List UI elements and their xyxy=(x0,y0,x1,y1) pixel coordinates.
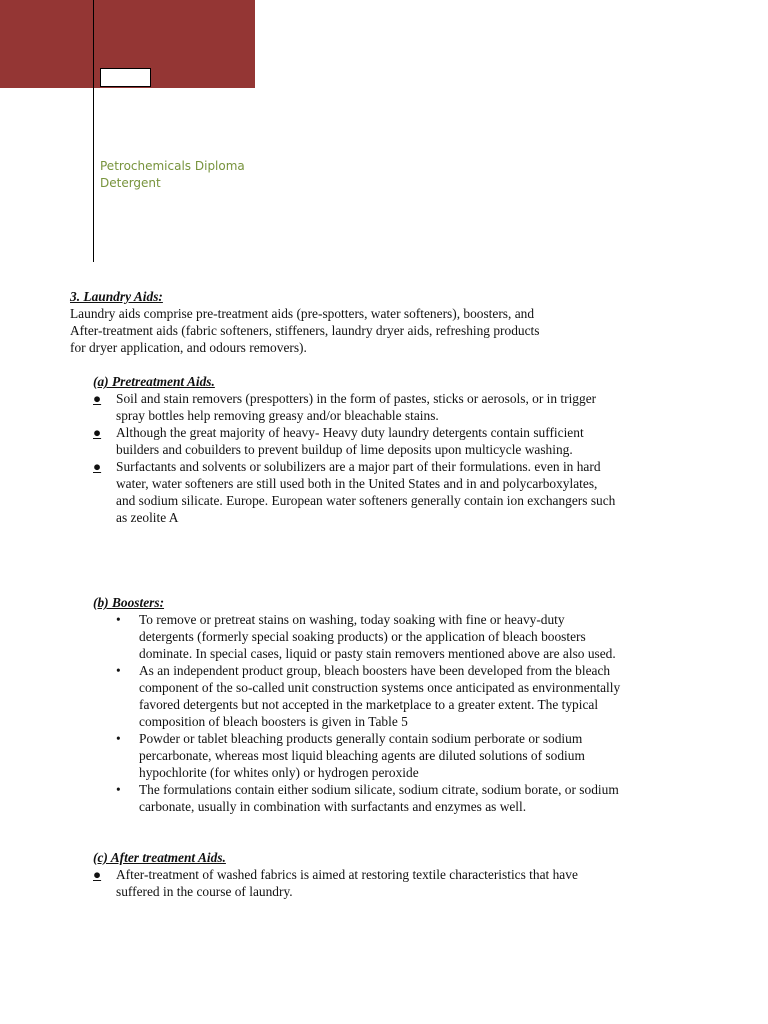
list-item-line: water, water softeners are still used both in the United States and in and polycarboxylates, xyxy=(116,476,598,491)
bullet-icon: • xyxy=(116,663,121,678)
list-item-line: Powder or tablet bleaching products generally contain sodium perborate or sodium xyxy=(139,731,583,746)
list-item-line: Soil and stain removers (prespotters) in the form of pastes, sticks or aerosols, or in trigger xyxy=(116,391,597,406)
list-item-line: suffered in the course of laundry. xyxy=(116,884,293,899)
list-item-line: and sodium silicate. Europe. European water softeners generally contain ion exchangers such xyxy=(116,493,616,508)
list-item-line: favored detergents but not accepted in the marketplace to a greater extent. The typical xyxy=(139,697,599,712)
subsection-title-pretreatment: (a) Pretreatment Aids. xyxy=(93,374,215,389)
intro-paragraph xyxy=(70,305,730,356)
list-item-line: component of the so-called unit construction systems once anticipated as environmentally xyxy=(139,680,621,695)
list-item xyxy=(70,662,730,730)
list-item-line: Surfactants and solvents or solubilizers are a major part of their formulations. even in hard xyxy=(116,459,601,474)
list-item xyxy=(70,781,730,815)
list-item xyxy=(70,730,730,781)
bullet-icon: ● xyxy=(93,459,102,474)
list-item-line: After-treatment of washed fabrics is aimed at restoring textile characteristics that have xyxy=(116,867,578,882)
section-heading: 3. Laundry Aids: xyxy=(70,289,163,304)
list-item-line: percarbonate, whereas most liquid bleaching agents are diluted solutions of sodium xyxy=(139,748,585,763)
list-item-line: builders and cobuilders to prevent buildup of lime deposits upon multicycle washing. xyxy=(116,442,573,457)
cover-line-2: Detergent xyxy=(100,176,161,190)
intro-line: Laundry aids comprise pre-treatment aids (pre-spotters, water softeners), boosters, and xyxy=(70,306,535,321)
list-item-line: carbonate, usually in combination with surfactants and enzymes as well. xyxy=(139,799,527,814)
bullet-icon: ● xyxy=(93,867,102,882)
bullet-icon: • xyxy=(116,731,121,746)
bullet-icon: • xyxy=(116,782,121,797)
list-item-line: To remove or pretreat stains on washing, today soaking with fine or heavy-duty xyxy=(139,612,565,627)
list-item-line: As an independent product group, bleach boosters have been developed from the bleach xyxy=(139,663,611,678)
list-item xyxy=(70,390,730,424)
list-item-line: detergents (formerly special soaking products) or the application of bleach boosters xyxy=(139,629,586,644)
cover-label-box xyxy=(100,68,151,87)
intro-line: for dryer application, and odours removers). xyxy=(70,340,307,355)
bullet-icon: ● xyxy=(93,425,102,440)
cover-subtitle xyxy=(100,158,245,192)
cover-line-1: Petrochemicals Diploma xyxy=(100,159,245,173)
cover-divider-line xyxy=(93,0,94,262)
list-item-line: composition of bleach boosters is given in Table 5 xyxy=(139,714,408,729)
bullet-icon: • xyxy=(116,612,121,627)
list-item-line: as zeolite A xyxy=(116,510,179,525)
list-item-line: Although the great majority of heavy- Heavy duty laundry detergents contain sufficient xyxy=(116,425,584,440)
list-item-line: hypochlorite (for whites only) or hydrogen peroxide xyxy=(139,765,419,780)
list-item xyxy=(70,424,730,458)
subsection-title-aftertreatment: (c) After treatment Aids. xyxy=(93,850,226,865)
list-item xyxy=(70,458,730,526)
list-item xyxy=(70,866,730,900)
list-item-line: dominate. In special cases, liquid or pasty stain removers mentioned above are also used. xyxy=(139,646,616,661)
subsection-title-boosters: (b) Boosters: xyxy=(93,595,165,610)
bullet-icon: ● xyxy=(93,391,102,406)
list-item xyxy=(70,611,730,662)
document-body xyxy=(70,288,730,900)
intro-line: After-treatment aids (fabric softeners, stiffeners, laundry dryer aids, refreshing products xyxy=(70,323,540,338)
list-item-line: spray bottles help removing greasy and/or bleachable stains. xyxy=(116,408,439,423)
list-item-line: The formulations contain either sodium silicate, sodium citrate, sodium borate, or sodium xyxy=(139,782,619,797)
